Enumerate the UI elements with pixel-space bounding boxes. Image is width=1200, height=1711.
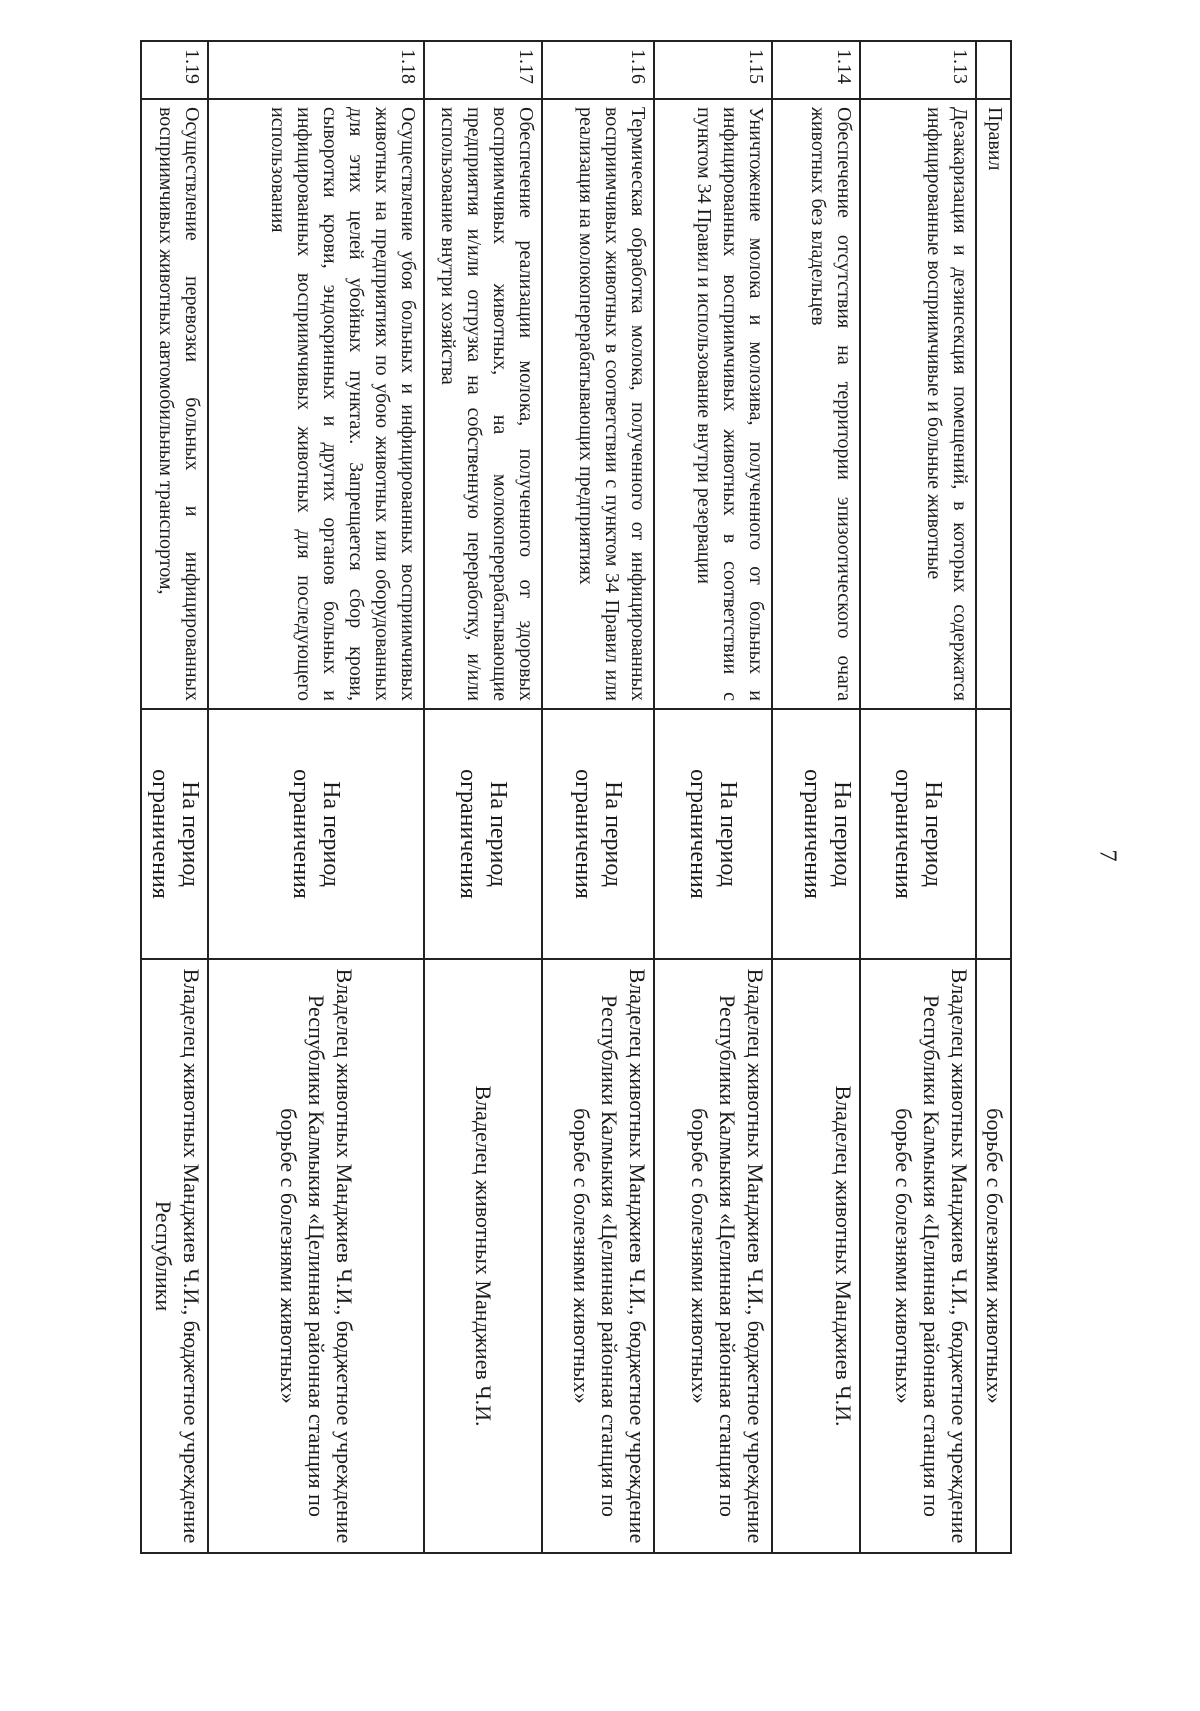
cell-measure: Осуществление убоя больных и инфицированных восприимчивых животных на предприятиях по убою животных или оборудованных для этих целей убойных пунктах. Запрещается сбор крови, сыворотки крови, эндокринных и других органов больных и инфицированных восприимчивых животных для последующего использования <box>208 99 424 709</box>
cell-measure: Обеспечение отсутствия на территории эпизоотического очага животных без владельцев <box>772 99 860 709</box>
cell-number: 1.18 <box>208 41 424 99</box>
cell-number: 1.19 <box>141 41 208 99</box>
cell-term: На период ограничения <box>654 709 772 959</box>
table-row-continuation <box>976 41 1011 1553</box>
page-number: 7 <box>1094 849 1121 862</box>
cell-term: На период ограничения <box>141 709 208 959</box>
cell-number <box>976 41 1011 99</box>
table-row <box>208 41 424 1553</box>
cell-term: На период ограничения <box>542 709 654 959</box>
table-row <box>141 41 208 1553</box>
cell-measure: Правил <box>976 99 1011 709</box>
cell-number: 1.16 <box>542 41 654 99</box>
cell-responsible: Владелец животных Манджиев Ч.И. <box>772 959 860 1553</box>
table-row <box>772 41 860 1553</box>
cell-measure: Термическая обработка молока, полученного от инфицированных восприимчивых животных в соответствии с пунктом 34 Правил или реализация на молокоперерабатывающих предприятиях <box>542 99 654 709</box>
table-row <box>860 41 976 1553</box>
cell-responsible: Владелец животных Манджиев Ч.И., бюджетное учреждение Республики Калмыкия «Целинная районная станция по борьбе с болезнями животных» <box>208 959 424 1553</box>
cell-measure: Уничтожение молока и молозива, полученного от больных и инфицированных восприимчивых животных в соответствии с пунктом 34 Правил и использование внутри резервации <box>654 99 772 709</box>
measures-table <box>140 40 1012 1554</box>
cell-measure: Осуществление перевозки больных и инфицированных восприимчивых животных автомобильным транспортом, <box>141 99 208 709</box>
cell-responsible: Владелец животных Манджиев Ч.И., бюджетное учреждение Республики <box>141 959 208 1553</box>
cell-responsible: Владелец животных Манджиев Ч.И., бюджетное учреждение Республики Калмыкия «Целинная районная станция по борьбе с болезнями животных» <box>654 959 772 1553</box>
cell-responsible: борьбе с болезнями животных» <box>976 959 1011 1553</box>
cell-term: На период ограничения <box>424 709 542 959</box>
cell-responsible: Владелец животных Манджиев Ч.И., бюджетное учреждение Республики Калмыкия «Целинная районная станция по борьбе с болезнями животных» <box>860 959 976 1553</box>
measures-table-rotated <box>140 40 1012 1552</box>
table-row <box>424 41 542 1553</box>
table-row <box>542 41 654 1553</box>
cell-term: На период ограничения <box>860 709 976 959</box>
cell-term <box>976 709 1011 959</box>
cell-number: 1.13 <box>860 41 976 99</box>
cell-number: 1.17 <box>424 41 542 99</box>
cell-responsible: Владелец животных Манджиев Ч.И. <box>424 959 542 1553</box>
cell-term: На период ограничения <box>772 709 860 959</box>
cell-number: 1.15 <box>654 41 772 99</box>
cell-measure: Обеспечение реализации молока, полученного от здоровых восприимчивых животных, на молокоперерабатывающие предприятия и/или отгрузка на собственную переработку, и/или использование внутри хозяйства <box>424 99 542 709</box>
cell-number: 1.14 <box>772 41 860 99</box>
cell-term: На период ограничения <box>208 709 424 959</box>
cell-responsible: Владелец животных Манджиев Ч.И., бюджетное учреждение Республики Калмыкия «Целинная районная станция по борьбе с болезнями животных» <box>542 959 654 1553</box>
table-row <box>654 41 772 1553</box>
cell-measure: Дезакаризация и дезинсекция помещений, в которых содержатся инфицированные восприимчивые и больные животные <box>860 99 976 709</box>
